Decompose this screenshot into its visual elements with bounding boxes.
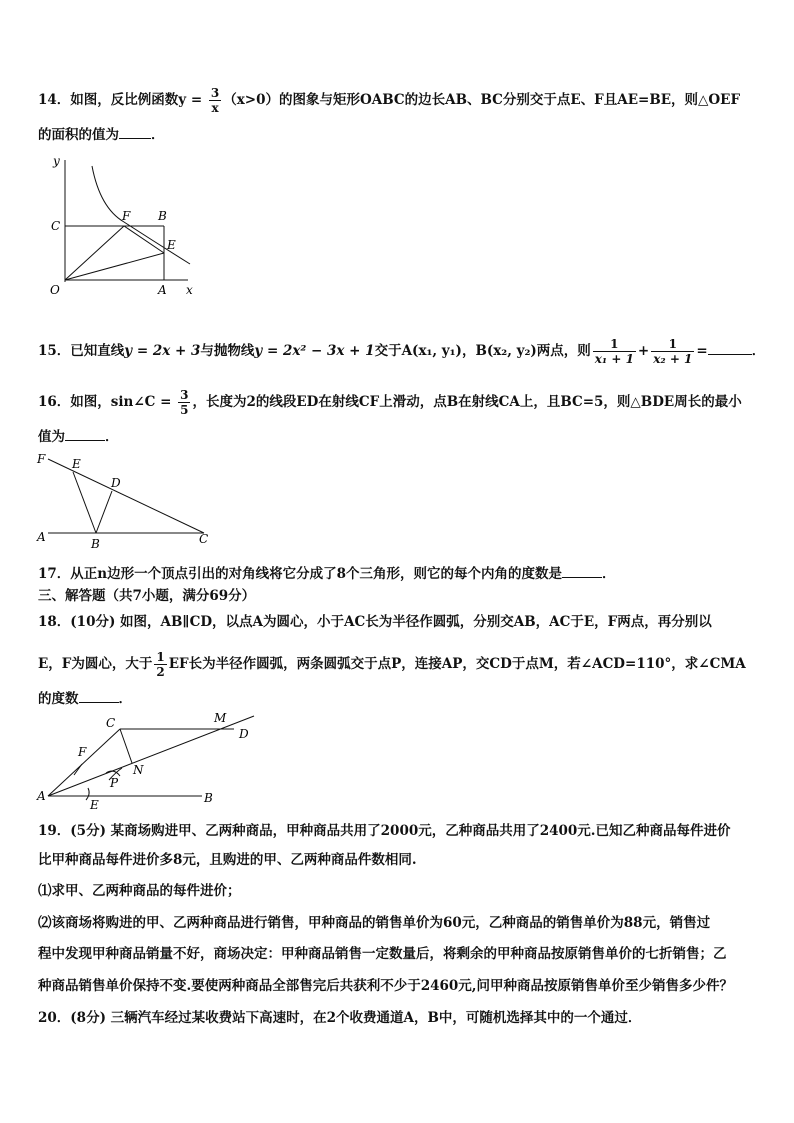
q14-answer-blank[interactable] [119,124,151,139]
q19-line6: 种商品销售单价保持不变.要使两种商品全部售完后共获利不少于2460元,问甲种商品按原销售单价至少销售多少件？ [38,978,733,994]
q17-line [38,563,616,583]
q16-label-B: B [91,537,100,550]
q16-label-C: C [199,532,209,546]
q18-fraction [154,650,166,679]
q18-label-M: M [214,711,227,725]
q15-frac1-den: x₁ + 1 [594,352,634,366]
q15-line-eq: y = 2x + 3 [124,343,201,359]
q17-end: ． [602,566,616,582]
q15-frac2-den: x₂ + 1 [653,352,693,366]
q18-label-D: D [239,727,249,741]
q15-frac1-num: 1 [593,337,636,352]
q18-line1: 18．(10分) 如图，AB∥CD，以点A为圆心，小于AC长为半径作圆弧，分别交AB，AC于E，F两点，再分别以 [38,614,712,630]
q15-frac2 [651,337,694,366]
q16-label-F: F [37,452,46,466]
q14-label-x: x [186,283,193,297]
q14-post: （x>0）的图象与矩形OABC的边长AB、BC分别交于点E、F且AE=BE，则△OEF [223,92,741,108]
q14-label-E: E [167,238,176,252]
q14-figure [38,148,208,300]
q16-frac-den: 5 [180,403,189,417]
q17-text: 17．从正n边形一个顶点引出的对角线将它分成了8个三角形，则它的每个内角的度数是 [38,566,562,582]
q19-line3: ⑴求甲、乙两种商品的每件进价； [38,883,241,899]
q15-end: ． [751,343,766,359]
q18-label-F: F [78,745,87,759]
q16-frac-num: 3 [180,388,189,402]
q18-label-E: E [90,798,99,812]
q14-end: ． [151,127,165,143]
q18-answer-blank[interactable] [79,688,119,703]
q19-line1: 19．(5分) 某商场购进甲、乙两种商品，甲种商品共用了2000元，乙种商品共用了2400元.已知乙种商品每件进价 [38,823,731,839]
q14-label-O: O [50,283,60,297]
q15-parabola-eq: y = 2x² − 3x + 1 [254,343,375,359]
q14-label-A: A [158,283,167,297]
q19-line4: ⑵该商场将购进的甲、乙两种商品进行销售，甲种商品的销售单价为60元，乙种商品的销售单价为88元，销售过 [38,915,711,931]
q16-fraction [178,388,190,417]
q16-label-D: D [111,476,121,490]
q16-line1 [38,388,742,417]
q15-plus: + [637,343,650,359]
q18-frac-den: 2 [156,665,165,679]
q14-label-F: F [122,209,131,223]
q18-line2 [38,650,746,679]
q14-line1 [38,86,740,115]
q18-label-A: A [37,789,46,803]
q14-fraction [209,86,221,115]
q16-line2-text: 值为 [38,429,65,445]
q15-frac1 [593,337,636,366]
q18-label-B: B [204,791,213,805]
q15-mid: 与抛物线 [200,343,255,359]
q14-frac-den: x [211,101,219,115]
q18-label-N: N [133,763,144,777]
q16-figure [34,448,219,550]
q14-pre: 14．如图，反比例函数y = [38,92,207,108]
q17-answer-blank[interactable] [562,563,602,578]
q18-line3-text: 的度数 [38,691,79,707]
q18-label-C: C [106,716,116,730]
q18-frac-num: 1 [156,650,165,664]
q14-label-C: C [51,219,61,233]
q15-pre: 15．已知直线 [38,343,125,359]
q14-frac-num: 3 [210,86,220,100]
q18-line2-pre: E，F为圆心，大于 [38,656,153,672]
q18-end: ． [118,691,132,707]
q18-label-P: P [110,776,119,790]
q15-frac2-num: 1 [651,337,694,352]
q19-line2: 比甲种商品每件进价多8元，且购进的甲、乙两种商品件数相同. [38,852,417,868]
q15-line [38,337,765,366]
q16-post: ，长度为2的线段ED在射线CF上滑动，点B在射线CA上，且BC=5，则△BDE周长的最小 [192,394,742,410]
q14-line2 [38,124,165,144]
section-heading: 三、解答题（共7小题，满分69分） [38,588,256,604]
q16-label-E: E [72,457,81,471]
q18-figure [34,708,264,812]
q14-line2-text: 的面积的值为 [38,127,119,143]
q15-mid2: 交于A(x₁, y₁)，B(x₂, y₂)两点，则 [374,343,591,359]
q16-end: ． [105,429,119,445]
q20-line: 20．(8分) 三辆汽车经过某收费站下高速时，在2个收费通道A，B中，可随机选择其中的一个通过． [38,1010,642,1026]
q15-eq: = [696,343,708,359]
q16-pre: 16．如图，sin∠C = [38,394,177,410]
q19-line5: 程中发现甲种商品销量不好，商场决定：甲种商品销售一定数量后，将剩余的甲种商品按原销售单价的七折销售；乙 [38,946,727,962]
q14-label-B: B [158,209,167,223]
q15-answer-blank[interactable] [708,340,752,355]
q16-label-A: A [37,530,46,544]
q16-answer-blank[interactable] [65,426,105,441]
q18-line3 [38,688,132,708]
q16-line2 [38,426,119,446]
q14-label-y: y [53,154,60,168]
q18-line2-post: EF长为半径作圆弧，两条圆弧交于点P，连接AP，交CD于点M，若∠ACD=110°，求∠CMA [168,656,746,672]
